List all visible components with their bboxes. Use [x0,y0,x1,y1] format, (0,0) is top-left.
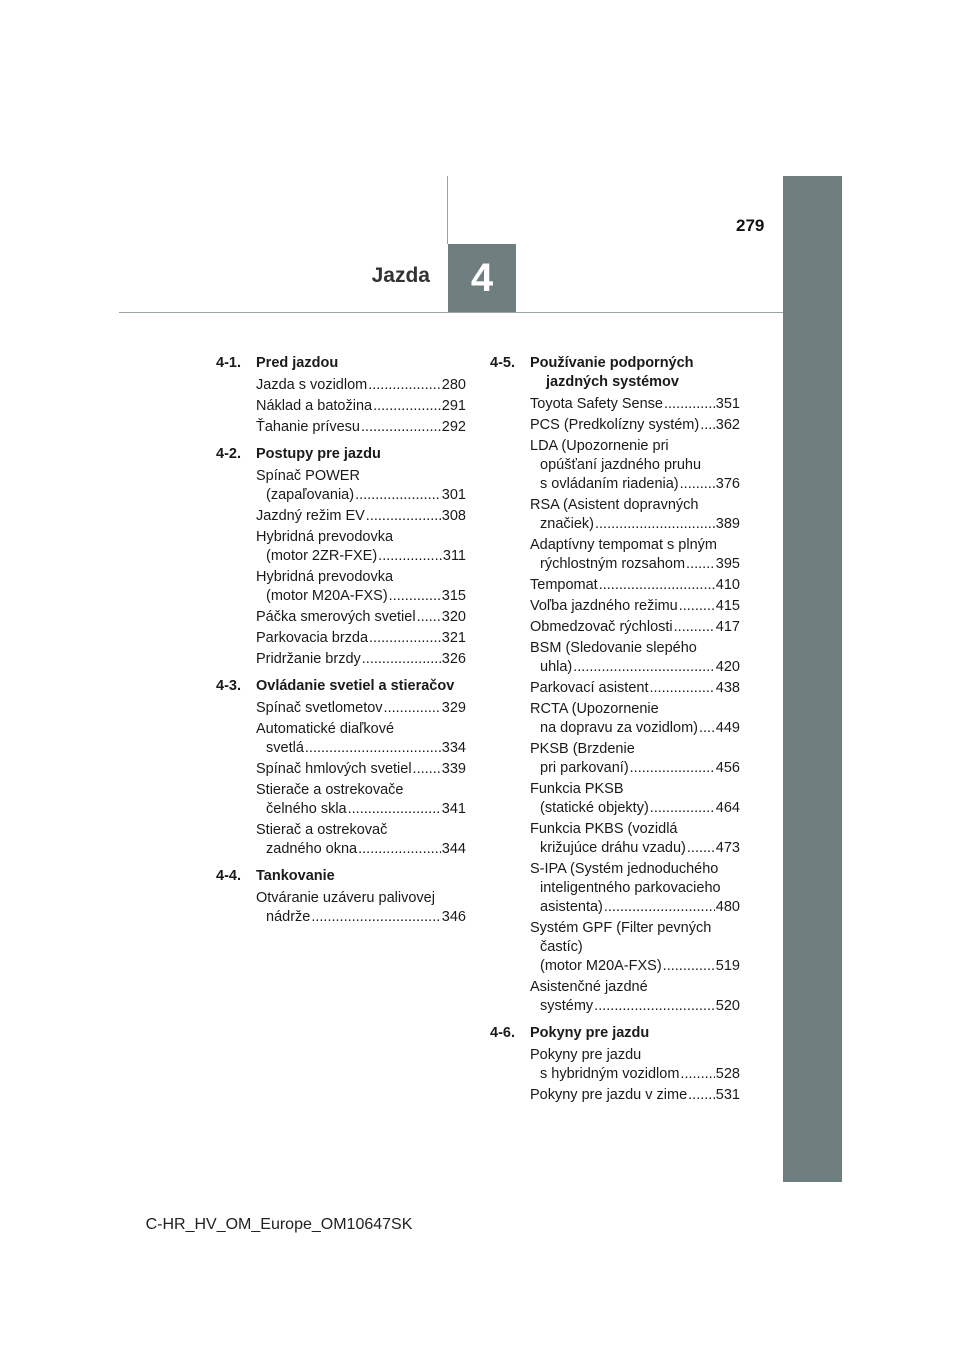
dot-leader [679,597,715,616]
entry-page-number: 311 [442,548,466,564]
entry-title: Parkovací asistent [530,680,649,696]
toc-section [216,867,466,886]
entry-title: pri parkovaní) [540,760,629,776]
toc-entry[interactable] [256,650,466,669]
entry-last-line [256,739,466,758]
entry-page-number: 292 [441,419,466,435]
entry-page-number: 519 [715,958,740,974]
section-title [256,867,466,886]
chapter-number-box [448,244,516,312]
section-number: 4-2. [216,446,241,462]
entry-last-line [256,376,466,395]
toc-entry[interactable] [530,576,740,595]
entry-title: Jazdný režim EV [256,508,365,524]
dot-leader [594,997,715,1016]
dot-leader [674,618,715,637]
entry-page-number: 528 [715,1066,740,1082]
section-number: 4-5. [490,355,515,371]
dot-leader [361,418,441,437]
entry-last-line [256,397,466,416]
entry-page-number: 389 [715,516,740,532]
toc-entry[interactable] [530,978,740,1016]
toc-left-column [216,354,466,929]
section-number: 4-4. [216,868,241,884]
entry-page-number: 329 [441,700,466,716]
entry-text-line: Stierač a ostrekovač [256,822,388,838]
entry-page-number: 326 [441,651,466,667]
toc-entry[interactable] [530,1046,740,1084]
entry-last-line [530,658,740,677]
entry-last-line [530,395,740,414]
dot-leader [700,416,715,435]
entry-title: (motor 2ZR-FXE) [266,548,378,564]
entry-title: PCS (Predkolízny systém) [530,417,700,433]
entry-page-number: 531 [715,1087,740,1103]
entry-page-number: 334 [441,740,466,756]
entry-last-line [530,898,740,917]
toc-entry[interactable] [530,919,740,976]
section-title [256,354,466,373]
entry-text-line: častíc) [540,939,583,955]
entry-page-number: 520 [715,998,740,1014]
entry-title: (statické objekty) [540,800,649,816]
entry-title: Toyota Safety Sense [530,396,663,412]
section-title [256,445,466,464]
entry-text-line: RSA (Asistent dopravných [530,497,699,513]
dot-leader [362,650,441,669]
entry-page-number: 344 [441,841,466,857]
dot-leader [389,587,441,606]
entry-page-number: 456 [715,760,740,776]
entry-title: Náklad a batožina [256,398,373,414]
entry-last-line [530,839,740,858]
entry-page-number: 346 [441,909,466,925]
entry-page-number: 438 [715,680,740,696]
entry-last-line [530,719,740,738]
toc-entry[interactable] [256,781,466,819]
dot-leader [573,658,715,677]
entry-text-line: Hybridná prevodovka [256,529,394,545]
section-title-line: Používanie podporných [530,355,694,371]
toc-entry[interactable] [256,699,466,718]
section-title [256,677,466,696]
entry-page-number: 280 [441,377,466,393]
dot-leader [680,1065,714,1084]
entry-text-line: LDA (Upozornenie pri [530,438,669,454]
dot-leader [604,898,715,917]
entry-page-number: 291 [441,398,466,414]
entry-text-line: RCTA (Upozornenie [530,701,659,717]
toc-entry[interactable] [530,679,740,698]
entry-page-number: 473 [715,840,740,856]
toc-entry[interactable] [530,416,740,435]
entry-title: nádrže [266,909,311,925]
entry-title: Ťahanie prívesu [256,419,360,435]
entry-title: križujúce dráhu vzadu) [540,840,686,856]
entry-last-line [530,515,740,534]
entry-title: Jazda s vozidlom [256,377,368,393]
toc-entry[interactable] [530,820,740,858]
entry-last-line [256,908,466,927]
toc-entry[interactable] [256,397,466,416]
toc-entry[interactable] [256,608,466,627]
dot-leader [355,486,441,505]
toc-entry[interactable] [256,376,466,395]
entry-page-number: 315 [441,588,466,604]
toc-entry[interactable] [530,536,740,574]
toc-entry[interactable] [530,395,740,414]
entry-last-line [530,555,740,574]
toc-entry[interactable] [530,597,740,616]
entry-text-line: Funkcia PKSB [530,781,624,797]
header-horizontal-rule [119,312,783,313]
entry-title: s ovládaním riadenia) [540,476,679,492]
entry-title: (motor M20A-FXS) [540,958,662,974]
entry-page-number: 464 [715,800,740,816]
toc-entry[interactable] [256,528,466,566]
toc-entry[interactable] [256,568,466,606]
entry-text-line: S-IPA (Systém jednoduchého [530,861,719,877]
entry-page-number: 449 [715,720,740,736]
entry-last-line [256,486,466,505]
dot-leader [595,515,715,534]
dot-leader [663,957,715,976]
toc-section [216,445,466,464]
entry-page-number: 415 [715,598,740,614]
entry-title: čelného skla [266,801,347,817]
dot-leader [305,739,441,758]
page-number: 279 [736,216,765,235]
dot-leader [599,576,715,595]
entry-last-line [530,597,740,616]
entry-last-line [256,800,466,819]
dot-leader [417,608,441,627]
entry-title: (zapaľovania) [266,487,355,503]
entry-page-number: 480 [715,899,740,915]
toc-entry[interactable] [256,760,466,779]
toc-entry[interactable] [256,418,466,437]
entry-page-number: 395 [715,556,740,572]
entry-last-line [256,699,466,718]
entry-last-line [530,1065,740,1084]
entry-title: rýchlostným rozsahom [540,556,686,572]
chapter-title: Jazda [371,264,430,287]
dot-leader [688,1086,715,1105]
toc-entry[interactable] [256,720,466,758]
entry-last-line [256,760,466,779]
entry-page-number: 301 [441,487,466,503]
entry-title: uhla) [540,659,573,675]
entry-text-line: Adaptívny tempomat s plným [530,537,717,553]
section-title-line: Pred jazdou [256,355,339,371]
toc-section [216,677,466,696]
entry-text-line: opúšťaní jazdného pruhu [540,457,702,473]
entry-title: Spínač hmlových svetiel [256,761,412,777]
entry-title: zadného okna [266,841,358,857]
entry-text-line: Pokyny pre jazdu [530,1047,642,1063]
dot-leader [686,555,715,574]
entry-text-line: Systém GPF (Filter pevných [530,920,712,936]
entry-title: Obmedzovač rýchlosti [530,619,673,635]
dot-leader [311,908,440,927]
toc-section [490,1024,740,1043]
section-number: 4-3. [216,678,241,694]
toc-entry[interactable] [530,639,740,677]
entry-text-line: Otváranie uzáveru palivovej [256,890,435,906]
entry-title: s hybridným vozidlom [540,1066,680,1082]
entry-text-line: Automatické diaľkové [256,721,395,737]
entry-last-line [256,629,466,648]
entry-title: Parkovacia brzda [256,630,369,646]
toc-entry[interactable] [530,700,740,738]
dot-leader [649,679,714,698]
toc-entry[interactable] [530,618,740,637]
section-title-line: Ovládanie svetiel a stieračov [256,678,455,694]
entry-title: značiek) [540,516,594,532]
entry-text-line: Spínač POWER [256,468,360,484]
entry-text-line: BSM (Sledovanie slepého [530,640,697,656]
header-vertical-rule [447,176,448,244]
entry-title: Voľba jazdného režimu [530,598,678,614]
entry-text-line: Asistenčné jazdné [530,979,648,995]
toc-entry[interactable] [530,740,740,778]
dot-leader [358,840,441,859]
toc-entry[interactable] [256,507,466,526]
dot-leader [680,475,715,494]
entry-page-number: 351 [715,396,740,412]
entry-last-line [256,547,466,566]
toc-entry[interactable] [256,629,466,648]
entry-text-line: Hybridná prevodovka [256,569,394,585]
section-title [530,354,740,392]
entry-page-number: 376 [715,476,740,492]
toc-entry[interactable] [530,1086,740,1105]
section-number: 4-6. [490,1025,515,1041]
entry-last-line [530,759,740,778]
entry-last-line [530,679,740,698]
dot-leader [413,760,441,779]
dot-leader [630,759,715,778]
footer-doc-code: C-HR_HV_OM_Europe_OM10647SK [145,1216,413,1233]
entry-last-line [530,475,740,494]
dot-leader [373,397,441,416]
dot-leader [348,800,441,819]
chapter-number: 4 [470,255,494,300]
entry-last-line [256,650,466,669]
dot-leader [664,395,715,414]
entry-title: (motor M20A-FXS) [266,588,388,604]
entry-last-line [530,618,740,637]
toc-right-column [490,354,740,1107]
entry-title: Páčka smerových svetiel [256,609,416,625]
toc-entry[interactable] [256,889,466,927]
entry-title: asistenta) [540,899,603,915]
entry-text-line: PKSB (Brzdenie [530,741,635,757]
entry-title: Pridržanie brzdy [256,651,361,667]
toc-entry[interactable] [256,821,466,859]
toc-section [216,354,466,373]
toc-entry[interactable] [530,860,740,917]
toc-entry[interactable] [530,437,740,494]
dot-leader [366,507,441,526]
section-title [530,1024,740,1043]
entry-page-number: 320 [441,609,466,625]
entry-title: Tempomat [530,577,598,593]
entry-text-line: inteligentného parkovacieho [540,880,721,896]
toc-entry[interactable] [530,780,740,818]
entry-last-line [530,997,740,1016]
entry-page-number: 341 [441,801,466,817]
entry-page-number: 339 [441,761,466,777]
toc-section [490,354,740,392]
section-title-line: Tankovanie [256,868,335,884]
entry-last-line [256,587,466,606]
toc-entry[interactable] [256,467,466,505]
entry-last-line [530,957,740,976]
entry-last-line [530,576,740,595]
entry-last-line [530,416,740,435]
dot-leader [384,699,441,718]
entry-page-number: 410 [715,577,740,593]
dot-leader [369,629,441,648]
entry-last-line [530,799,740,818]
dot-leader [368,376,441,395]
entry-page-number: 362 [715,417,740,433]
entry-title: na dopravu za vozidlom) [540,720,698,736]
entry-last-line [530,1086,740,1105]
entry-page-number: 420 [715,659,740,675]
entry-last-line [256,418,466,437]
dot-leader [687,839,715,858]
entry-text-line: Funkcia PKBS (vozidlá [530,821,678,837]
section-title-line: Postupy pre jazdu [256,446,381,462]
dot-leader [699,719,715,738]
entry-page-number: 321 [441,630,466,646]
section-title-line: jazdných systémov [546,374,679,390]
toc-entry[interactable] [530,496,740,534]
entry-title: Spínač svetlometov [256,700,383,716]
chapter-side-tab [783,176,842,1182]
entry-last-line [256,507,466,526]
section-number: 4-1. [216,355,241,371]
dot-leader [650,799,715,818]
entry-title: svetlá [266,740,304,756]
entry-last-line [256,840,466,859]
entry-title: systémy [540,998,594,1014]
entry-page-number: 308 [441,508,466,524]
entry-last-line [256,608,466,627]
entry-title: Pokyny pre jazdu v zime [530,1087,688,1103]
entry-page-number: 417 [715,619,740,635]
dot-leader [378,547,442,566]
entry-text-line: Stierače a ostrekovače [256,782,404,798]
section-title-line: Pokyny pre jazdu [530,1025,650,1041]
